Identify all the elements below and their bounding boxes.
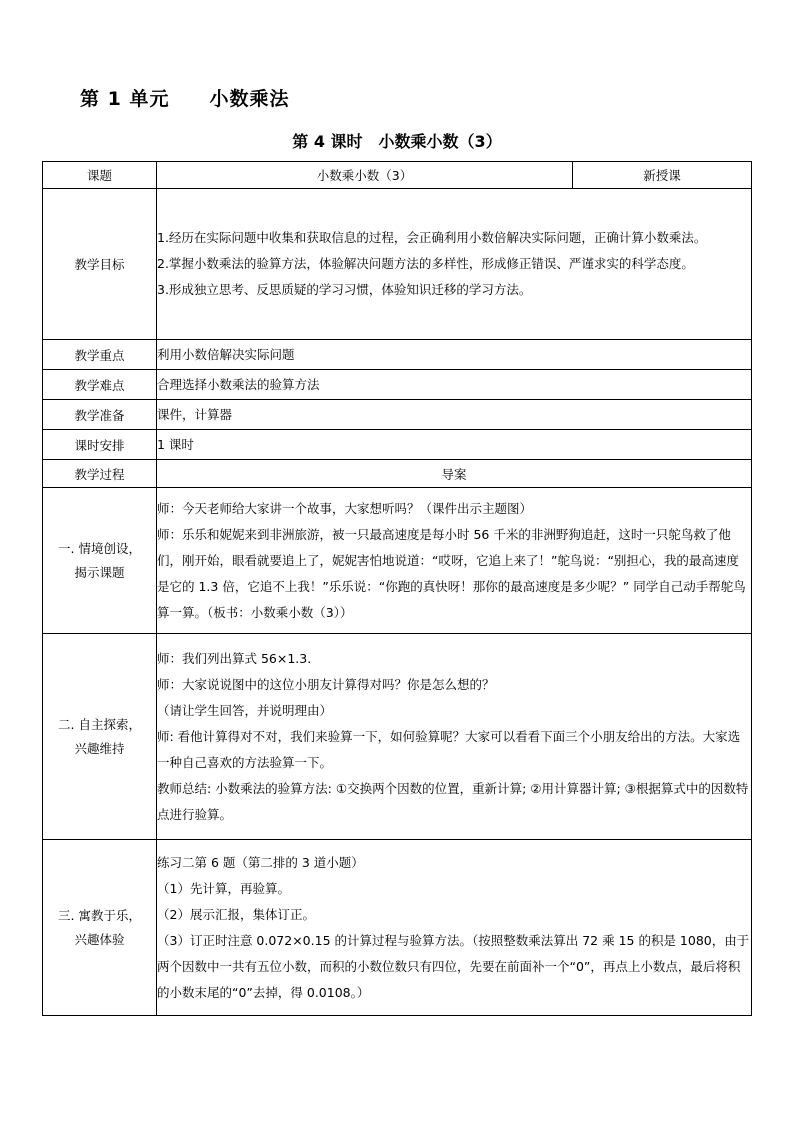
paragraph: 师：乐乐和妮妮来到非洲旅游，被一只最高速度是每小时 56 千米的非洲野狗追赶，这时一只鸵鸟救了他们，刚开始，眼看就要追上了，妮妮害怕地说道：“哎呀，它追上来了！”鸵鸟说：“别担心，我的最高速度是它的 1.3 倍，它追不上我！”乐乐说：“你跑的真快呀！那你的最高速度是多少呢？” 同学自己动手帮鸵鸟算一算。（板书：小数乘小数（3））: [157, 526, 746, 620]
paragraph: （请让学生回答，并说明理由）: [157, 702, 333, 718]
goal-item: 2.掌握小数乘法的验算方法，体验解决问题方法的多样性，形成修正错误、严谨求实的科学态度。: [157, 256, 694, 271]
row-section-2: [43, 634, 752, 840]
section-label-line: 兴趣维持: [74, 740, 125, 756]
paragraph: 师：我们列出算式 56×1.3.: [157, 650, 312, 666]
section-3-label: [43, 840, 157, 1016]
prep-value: 课件，计算器: [157, 400, 752, 430]
section-2-label: [43, 634, 157, 840]
row-difficulty: [43, 370, 752, 400]
section-label-line: 二. 自主探索，: [58, 716, 141, 732]
topic-value: 小数乘小数（3）: [157, 162, 573, 189]
paragraph: 师：大家说说图中的这位小朋友计算得对吗？你是怎么想的？: [157, 676, 495, 692]
goals-cell: [157, 189, 752, 340]
paragraph: 师：今天老师给大家讲一个故事，大家想听吗？（课件出示主题图）: [157, 500, 533, 516]
topic-label: 课题: [43, 162, 157, 189]
section-3-content: [157, 840, 752, 1016]
lesson-plan-table: [42, 161, 752, 1016]
unit-title: [80, 84, 289, 111]
guide-heading: 导案: [157, 460, 752, 488]
paragraph: （2）展示汇报，集体订正。: [157, 906, 315, 922]
key-label: 教学重点: [43, 340, 157, 370]
section-2-content: [157, 634, 752, 840]
section-label-line: 一. 情境创设，: [58, 540, 141, 556]
row-process: [43, 460, 752, 488]
row-section-1: [43, 488, 752, 634]
time-value: 1 课时: [157, 430, 752, 460]
lesson-title: 第 4 课时 小数乘小数（3）: [292, 132, 502, 151]
paragraph: 师: 看他计算得对不对，我们来验算一下，如何验算呢？大家可以看看下面三个小朋友给出的方法。大家选一种自己喜欢的方法验算一下。: [157, 728, 741, 770]
lesson-type: 新授课: [573, 162, 752, 189]
section-1-content: [157, 488, 752, 634]
row-section-3: [43, 840, 752, 1016]
section-1-label: [43, 488, 157, 634]
row-key: [43, 340, 752, 370]
paragraph: 练习二第 6 题（第二排的 3 道小题）: [157, 854, 364, 870]
goal-item: 1.经历在实际问题中收集和获取信息的过程，会正确利用小数倍解决实际问题，正确计算小数乘法。: [157, 230, 707, 245]
section-label-line: 兴趣体验: [74, 931, 125, 947]
key-value: 利用小数倍解决实际问题: [157, 340, 752, 370]
goal-item: 3.形成独立思考、反思质疑的学习习惯，体验知识迁移的学习方法。: [157, 282, 532, 297]
difficulty-value: 合理选择小数乘法的验算方法: [157, 370, 752, 400]
paragraph: （1）先计算，再验算。: [157, 880, 290, 896]
unit-number: 第 1 单元: [80, 88, 170, 110]
paragraph: 教师总结: 小数乘法的验算方法: ①交换两个因数的位置，重新计算; ②用计算器计算; ③根据算式中的因数特点进行验算。: [157, 780, 749, 822]
row-topic: [43, 162, 752, 189]
unit-name: 小数乘法: [209, 88, 290, 110]
paragraph: （3）订正时注意 0.072×0.15 的计算过程与验算方法。（按照整数乘法算出 72 乘 15 的积是 1080，由于两个因数中一共有五位小数，而积的小数位数只有四位，先要在前面补一个“0”，再点上小数点，最后将积的小数末尾的“0”去掉，得 0.0108。）: [157, 932, 750, 1000]
section-label-line: 揭示课题: [74, 564, 125, 580]
process-label: 教学过程: [43, 460, 157, 488]
goals-label: 教学目标: [43, 189, 157, 340]
row-prep: [43, 400, 752, 430]
time-label: 课时安排: [43, 430, 157, 460]
row-goals: [43, 189, 752, 340]
difficulty-label: 教学难点: [43, 370, 157, 400]
section-label-line: 三. 寓教于乐，: [58, 907, 141, 923]
prep-label: 教学准备: [43, 400, 157, 430]
row-time: [43, 430, 752, 460]
